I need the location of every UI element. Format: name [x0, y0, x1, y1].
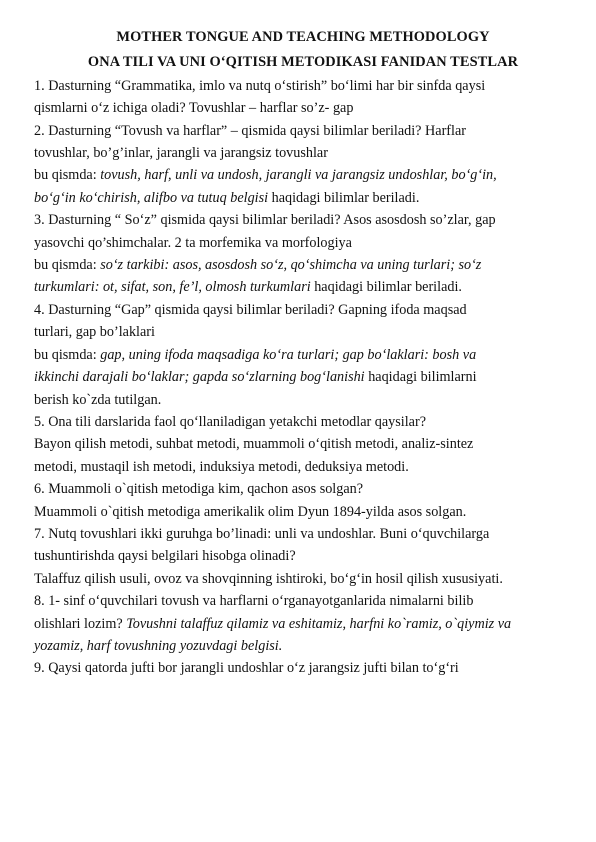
text-segment: haqidagi bilimlarni [364, 369, 477, 386]
text-segment: 3. Dasturning “ So‘z” qismida qaysi bilimlar beriladi? Asos asosdosh so’zlar, gap [34, 212, 496, 229]
italic-text-segment: tovush, harf, unli va undosh, jarangli va jarangsiz undoshlar, bo‘g‘in, [100, 167, 497, 184]
text-line [34, 209, 572, 231]
document-body [34, 75, 572, 680]
text-segment: 1. Dasturning “Grammatika, imlo va nutq o‘stirish” bo‘limi har bir sinfda qaysi [34, 77, 486, 94]
text-segment: haqidagi bilimlar beriladi. [268, 189, 420, 206]
text-segment: 5. Ona tili darslarida faol qo‘llaniladigan yetakchi metodlar qaysilar? [34, 413, 426, 430]
text-line [34, 142, 572, 164]
text-segment: Muammoli o`qitish metodiga amerikalik olim Dyun 1894-yilda asos solgan. [34, 503, 467, 520]
text-segment: yasovchi qo’shimchalar. 2 ta morfemika va morfologiya [34, 234, 352, 251]
text-line [34, 75, 572, 97]
text-segment: Talaffuz qilish usuli, ovoz va shovqinning ishtiroki, bo‘g‘in hosil qilish xususiyati. [34, 570, 503, 587]
text-line [34, 299, 572, 321]
text-line [34, 276, 572, 298]
text-segment: 8. 1- sinf o‘quvchilari tovush va harflarni o‘rganayotganlarida nimalarni bilib [34, 593, 474, 610]
text-segment: metodi, mustaqil ish metodi, induksiya metodi, deduksiya metodi. [34, 458, 409, 475]
text-line [34, 120, 572, 142]
text-segment: berish ko`zda tutilgan. [34, 391, 162, 408]
text-segment: haqidagi bilimlar beriladi. [310, 279, 462, 296]
text-line [34, 568, 572, 590]
text-segment: turlari, gap bo’laklari [34, 324, 155, 341]
text-segment: 4. Dasturning “Gap” qismida qaysi bilimlar beriladi? Gapning ifoda maqsad [34, 301, 467, 318]
text-line [34, 590, 572, 612]
text-line [34, 254, 572, 276]
text-segment: tushuntirishda qaysi belgilari hisobga olinadi? [34, 548, 296, 565]
italic-text-segment: yozamiz, harf tovushning yozuvdagi belgisi. [34, 637, 283, 654]
text-line [34, 478, 572, 500]
text-line [34, 433, 572, 455]
text-line [34, 344, 572, 366]
text-segment: 6. Muammoli o`qitish metodiga kim, qachon asos solgan? [34, 481, 364, 498]
text-line [34, 657, 572, 679]
text-segment: 7. Nutq tovushlari ikki guruhga bo’linadi: unli va undoshlar. Buni o‘quvchilarga [34, 525, 490, 542]
text-segment: 2. Dasturning “Tovush va harflar” – qismida qaysi bilimlar beriladi? Harflar [34, 122, 466, 139]
text-segment: tovushlar, bo’g’inlar, jarangli va jarangsiz tovushlar [34, 145, 328, 162]
text-line [34, 635, 572, 657]
text-segment: Bayon qilish metodi, suhbat metodi, muammoli o‘qitish metodi, analiz-sintez [34, 436, 474, 453]
text-line [34, 613, 572, 635]
text-line [34, 366, 572, 388]
italic-text-segment: gap, uning ifoda maqsadiga ko‘ra turlari; gap bo‘laklari: bosh va [100, 346, 477, 363]
text-line [34, 456, 572, 478]
italic-text-segment: bo‘g‘in ko‘chirish, alifbo va tutuq belgisi [34, 189, 269, 206]
text-line [34, 523, 572, 545]
text-line [34, 545, 572, 567]
text-line [34, 389, 572, 411]
italic-text-segment: ikkinchi darajali bo‘laklar; gapda so‘zlarning bog‘lanishi [34, 369, 365, 386]
italic-text-segment: turkumlari: ot, sifat, son, fe’l, olmosh turkumlari [34, 279, 311, 296]
italic-text-segment: so‘z tarkibi: asos, asosdosh so‘z, qo‘shimcha va uning turlari; so‘z [100, 257, 482, 274]
text-line [34, 164, 572, 186]
text-line [34, 411, 572, 433]
document-title-uzbek: ONA TILI VA UNI O‘QITISH METODIKASI FANIDAN TESTLAR [87, 54, 519, 71]
text-line [34, 321, 572, 343]
text-segment: bu qismda: [34, 257, 101, 274]
document-title-english: MOTHER TONGUE AND TEACHING METHODOLOGY [116, 29, 490, 45]
text-line [34, 97, 572, 119]
text-segment: bu qismda: [34, 167, 101, 184]
italic-text-segment: Tovushni talaffuz qilamiz va eshitamiz, harfni ko`ramiz, o`qiymiz va [126, 615, 512, 632]
text-line [34, 187, 572, 209]
text-segment: qismlarni o‘z ichiga oladi? Tovushlar – harflar so’z- gap [34, 100, 354, 117]
text-segment: 9. Qaysi qatorda jufti bor jarangli undoshlar o‘z jarangsiz jufti bilan to‘g‘ri [34, 660, 459, 677]
text-line [34, 232, 572, 254]
text-segment: olishlari lozim? [34, 615, 127, 632]
text-line [34, 501, 572, 523]
text-segment: bu qismda: [34, 346, 101, 363]
